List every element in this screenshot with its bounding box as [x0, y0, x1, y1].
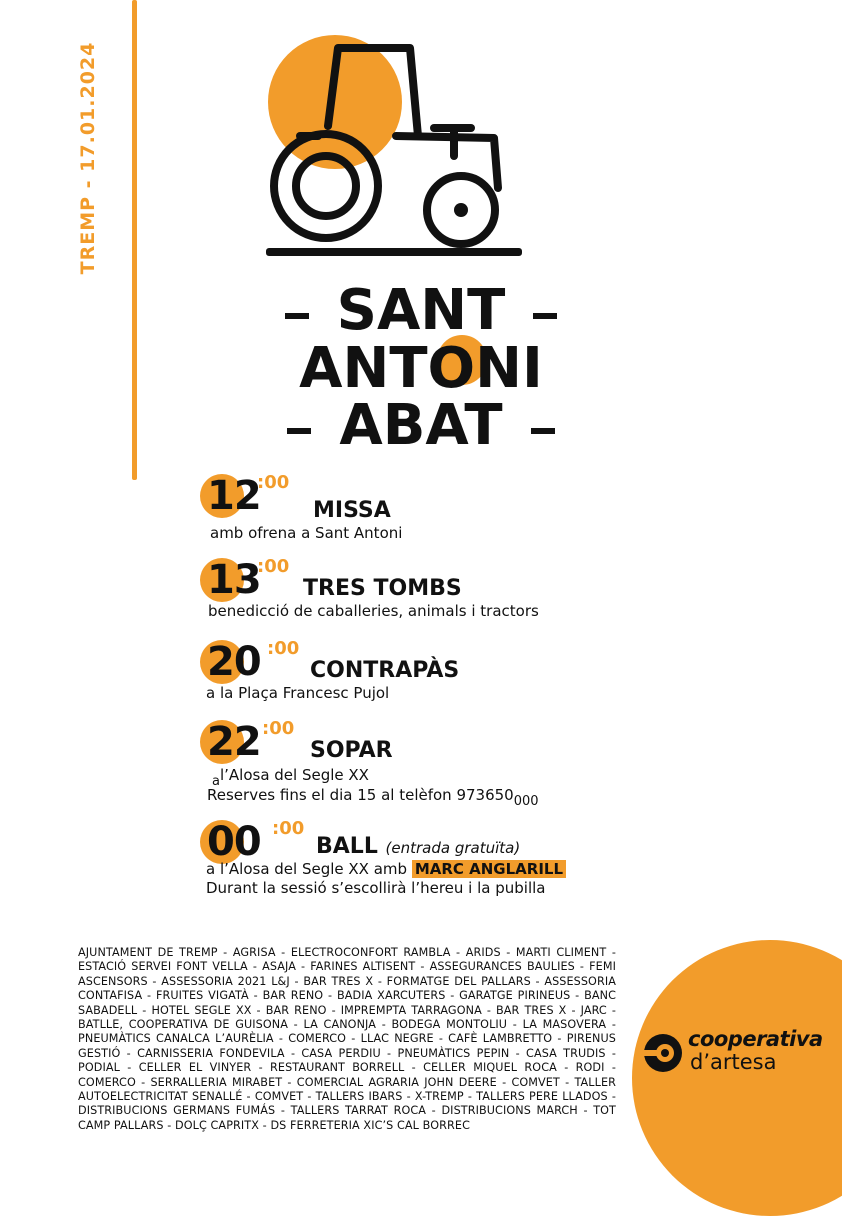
event-sopar: [200, 718, 620, 809]
title-dash-right: [533, 313, 557, 319]
tractor-icon: [258, 28, 528, 268]
cooperativa-logo: [642, 1026, 822, 1078]
event-tres-tombs: [200, 556, 620, 636]
event-hour: 12: [207, 473, 261, 519]
title-dash-right: [531, 428, 555, 434]
event-missa: [200, 472, 620, 552]
venue-rest: l’Alosa del Segle XX: [219, 766, 369, 784]
title-line-1: [0, 278, 842, 343]
event-name-text: BALL: [316, 834, 378, 859]
title-abat: ABAT: [339, 393, 503, 458]
event-contrapas: [200, 638, 620, 718]
event-name: CONTRAPÀS: [310, 658, 460, 683]
event-note: Durant la sessió s’escollirà l’hereu i la pubilla: [206, 879, 546, 897]
event-description: a la Plaça Francesc Pujol: [206, 684, 390, 702]
reservation-phone-sub: 000: [513, 794, 539, 809]
logo-line-2: d’artesa: [690, 1050, 777, 1074]
event-name: SOPAR: [310, 738, 393, 763]
cooperativa-mark-icon: [642, 1032, 684, 1074]
sponsors-list: AJUNTAMENT DE TREMP - AGRISA - ELECTROCONFORT RAMBLA - ARIDS - MARTI CLIMENT - ESTACIÓ SERVEI FONT VELLA - ASAJA - FARINES ALTISENT - ASSEGURANCES BAULIES - FEMI ASCENSORS - ASSESSORIA 2021 L&J - BAR TRES X - FORMATGE DEL PALLARS - ASSESSORIA CONTAFISA - FRUITES VIGATÀ - BAR RENO - BADIA XARCUTERS - GARATGE PIRINEUS - BANC SABADELL - HOTEL SEGLE XX - BAR RENO - IMPREMPTA TARRAGONA - BAR TRES X - JARC - BATLLE, COOPERATIVA DE GUISONA - LA CANONJA - BODEGA MONTOLIU - LA MASOVERA - PNEUMÀTICS CANALCA L’AURÈLIA - COMERCO - LLAC NEGRE - CAFÈ LAMBRETTO - PIRENUS GESTIÓ - CARNISSERIA FONDEVILA - CASA PERDIU - PNEUMÀTICS PEPIN - CASA TRUDIS - PODIAL - CELLER EL VINYER - RESTAURANT BORRELL - CELLER MIQUEL ROCA - RODI - COMERCO - SERRALLERIA MIRABET - COMERCIAL AGRARIA JOHN DEERE - COMVET - TALLER AUTOELECTRICITAT SENALLÉ - COMVET - TALLERS IBARS - X-TREMP - TALLERS PERE LLADOS - DISTRIBUCIONS GERMANS FUMÁS - TALLERS TARRAT ROCA - DISTRIBUCIONS MARCH - TOT CAMP PALLARS - DOLÇ CAPRITX - DS FERRETERIA XIC’S CAL BORREC: [78, 946, 616, 1132]
event-description: benedicció de caballeries, animals i tractors: [208, 602, 539, 620]
event-minutes: :00: [257, 556, 290, 577]
reservation-text: Reserves fins el dia 15 al telèfon 973650: [207, 786, 514, 804]
title-dash-left: [285, 313, 309, 319]
event-description: amb ofrena a Sant Antoni: [210, 524, 403, 542]
event-name: TRES TOMBS: [303, 576, 462, 601]
title-line-3: [0, 393, 842, 458]
title-antoni: ANTONI: [299, 336, 543, 401]
event-name: MISSA: [313, 498, 391, 523]
event-minutes: :00: [262, 718, 295, 739]
event-hour: 22: [207, 719, 261, 765]
title-line-2: [0, 336, 842, 401]
event-venue: [212, 766, 369, 789]
event-ball: [200, 818, 620, 898]
event-minutes: :00: [267, 638, 300, 659]
event-hour: 00: [207, 819, 261, 865]
event-reservation: [207, 786, 539, 809]
artist-highlight: MARC ANGLARILL: [412, 860, 566, 878]
event-name-extra: (entrada gratuïta): [385, 839, 521, 857]
event-minutes: :00: [272, 818, 305, 839]
logo-circle: [632, 940, 842, 1216]
logo-line-1: cooperativa: [688, 1027, 823, 1051]
title-dash-left: [287, 428, 311, 434]
event-venue: [206, 860, 566, 878]
event-hour: 13: [207, 557, 261, 603]
title-sant: SANT: [336, 278, 506, 343]
venue-a: a: [212, 774, 220, 789]
venue-text: a l’Alosa del Segle XX amb: [206, 860, 412, 878]
event-hour: 20: [207, 639, 261, 685]
event-minutes: :00: [257, 472, 290, 493]
event-name: [316, 834, 520, 859]
event-date-vertical: TREMP - 17.01.2024: [77, 41, 99, 275]
